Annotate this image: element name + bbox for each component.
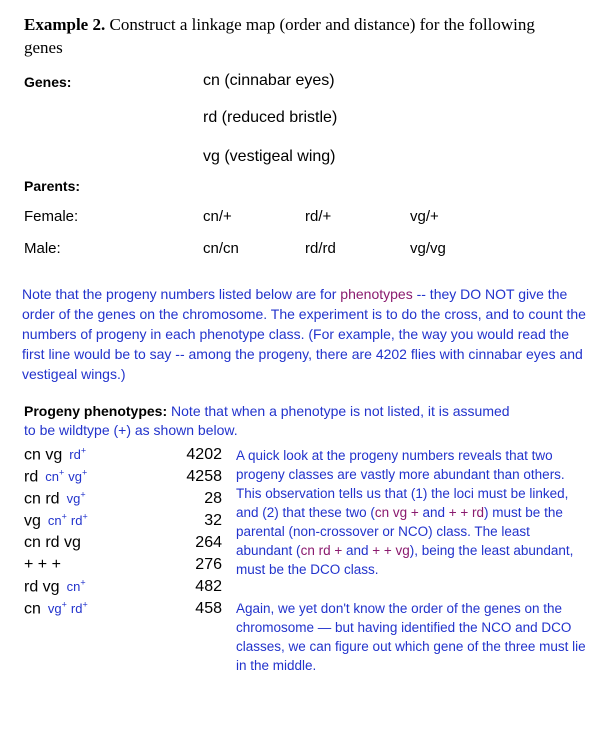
progeny-header [24, 402, 510, 440]
wildtype-allele: rd+ [70, 600, 88, 617]
analysis-text-e: ) must be the parental (non-crossover or NCO) class. The least abundant ( [236, 505, 563, 558]
progeny-count: 276 [195, 556, 222, 573]
progeny-count: 458 [195, 600, 222, 617]
example-label: Example 2. [24, 15, 106, 34]
analysis-paragraph-1 [236, 446, 586, 579]
phenotype-note [22, 284, 592, 384]
wildtype-allele: cn+ [66, 578, 86, 595]
wildtype-allele: rd+ [69, 446, 87, 463]
progeny-count: 264 [195, 534, 222, 551]
gene-cn: cn (cinnabar eyes) [203, 72, 335, 89]
progeny-count: 482 [195, 578, 222, 595]
progeny-phenotype [24, 490, 86, 508]
progeny-phenotype [24, 446, 86, 464]
gene-vg: vg (vestigeal wing) [203, 148, 336, 165]
analysis-text-i: ), being the least abundant, must be the DCO class. [236, 543, 574, 577]
dco-class-2: + + vg [372, 543, 410, 558]
progeny-count: 4202 [186, 446, 222, 463]
progeny-phenotype [24, 578, 86, 596]
male-cn: cn/cn [203, 240, 239, 257]
progeny-phenotype [24, 534, 81, 552]
phenotype-label: cn [24, 600, 41, 618]
progeny-count: 32 [204, 512, 222, 529]
progeny-count: 4258 [186, 468, 222, 485]
wildtype-allele: cn+ [45, 468, 65, 485]
analysis-text-g: and [342, 543, 373, 558]
dco-class-1: cn rd + [300, 543, 343, 558]
phenotype-label: rd vg [24, 578, 60, 596]
title-continuation: genes [24, 38, 63, 57]
wildtype-allele: vg+ [68, 468, 88, 485]
wildtype-allele: vg+ [47, 600, 67, 617]
phenotype-label: cn vg [24, 446, 63, 464]
phenotype-label: vg [24, 512, 41, 530]
male-vg: vg/vg [410, 240, 446, 257]
wildtype-allele: vg+ [66, 490, 86, 507]
wildtype-allele: cn+ [47, 512, 67, 529]
female-rd: rd/+ [305, 208, 332, 225]
note-highlight: phenotypes [340, 286, 413, 302]
phenotype-label: cn rd [24, 490, 60, 508]
female-label: Female: [24, 208, 79, 225]
progeny-note-1: Note that when a phenotype is not listed, it is assumed [171, 403, 510, 419]
nco-class-2: + + rd [448, 505, 485, 520]
note-text-1: Note that the progeny numbers listed below are for [22, 286, 341, 302]
progeny-phenotype [24, 600, 88, 618]
progeny-count: 28 [204, 490, 222, 507]
progeny-phenotype [24, 512, 88, 530]
male-label: Male: [24, 240, 61, 257]
analysis-text-c: and [418, 505, 449, 520]
title-text: Construct a linkage map (order and distance) for the following [109, 15, 535, 34]
progeny-title: Progeny phenotypes: [24, 403, 168, 419]
note-text-2: -- they DO NOT give the order of the genes on the chromosome. The experiment is to do the cross, and to count the numbers of progeny in each phenotype class. (For example, the way you would read the first line would be to say -- among the progeny, there are 4202 flies with cinnabar eyes and vestigeal wings.) [22, 286, 586, 382]
progeny-note-2: to be wildtype (+) as shown below. [24, 422, 238, 438]
male-rd: rd/rd [305, 240, 336, 257]
page-title [24, 14, 535, 36]
nco-class-1: cn vg + [374, 505, 419, 520]
phenotype-label: cn rd vg [24, 534, 81, 551]
progeny-phenotype [24, 556, 61, 574]
phenotype-label: rd [24, 468, 39, 486]
analysis-text-a: A quick look at the progeny numbers reveals that two progeny classes are vastly more abundant than others. This observation tells us that (1) the loci must be linked, and (2) that these two ( [236, 448, 569, 520]
phenotype-label: + + + [24, 556, 61, 573]
analysis-paragraph-2: Again, we yet don't know the order of the genes on the chromosome — but having identified the NCO and DCO classes, we can figure out which gene of the three must lie in the middle. [236, 601, 586, 673]
female-cn: cn/+ [203, 208, 232, 225]
female-vg: vg/+ [410, 208, 439, 225]
genes-header: Genes: [24, 74, 72, 90]
progeny-phenotype [24, 468, 87, 486]
wildtype-allele: rd+ [70, 512, 88, 529]
parents-header: Parents: [24, 178, 81, 194]
gene-rd: rd (reduced bristle) [203, 109, 338, 126]
